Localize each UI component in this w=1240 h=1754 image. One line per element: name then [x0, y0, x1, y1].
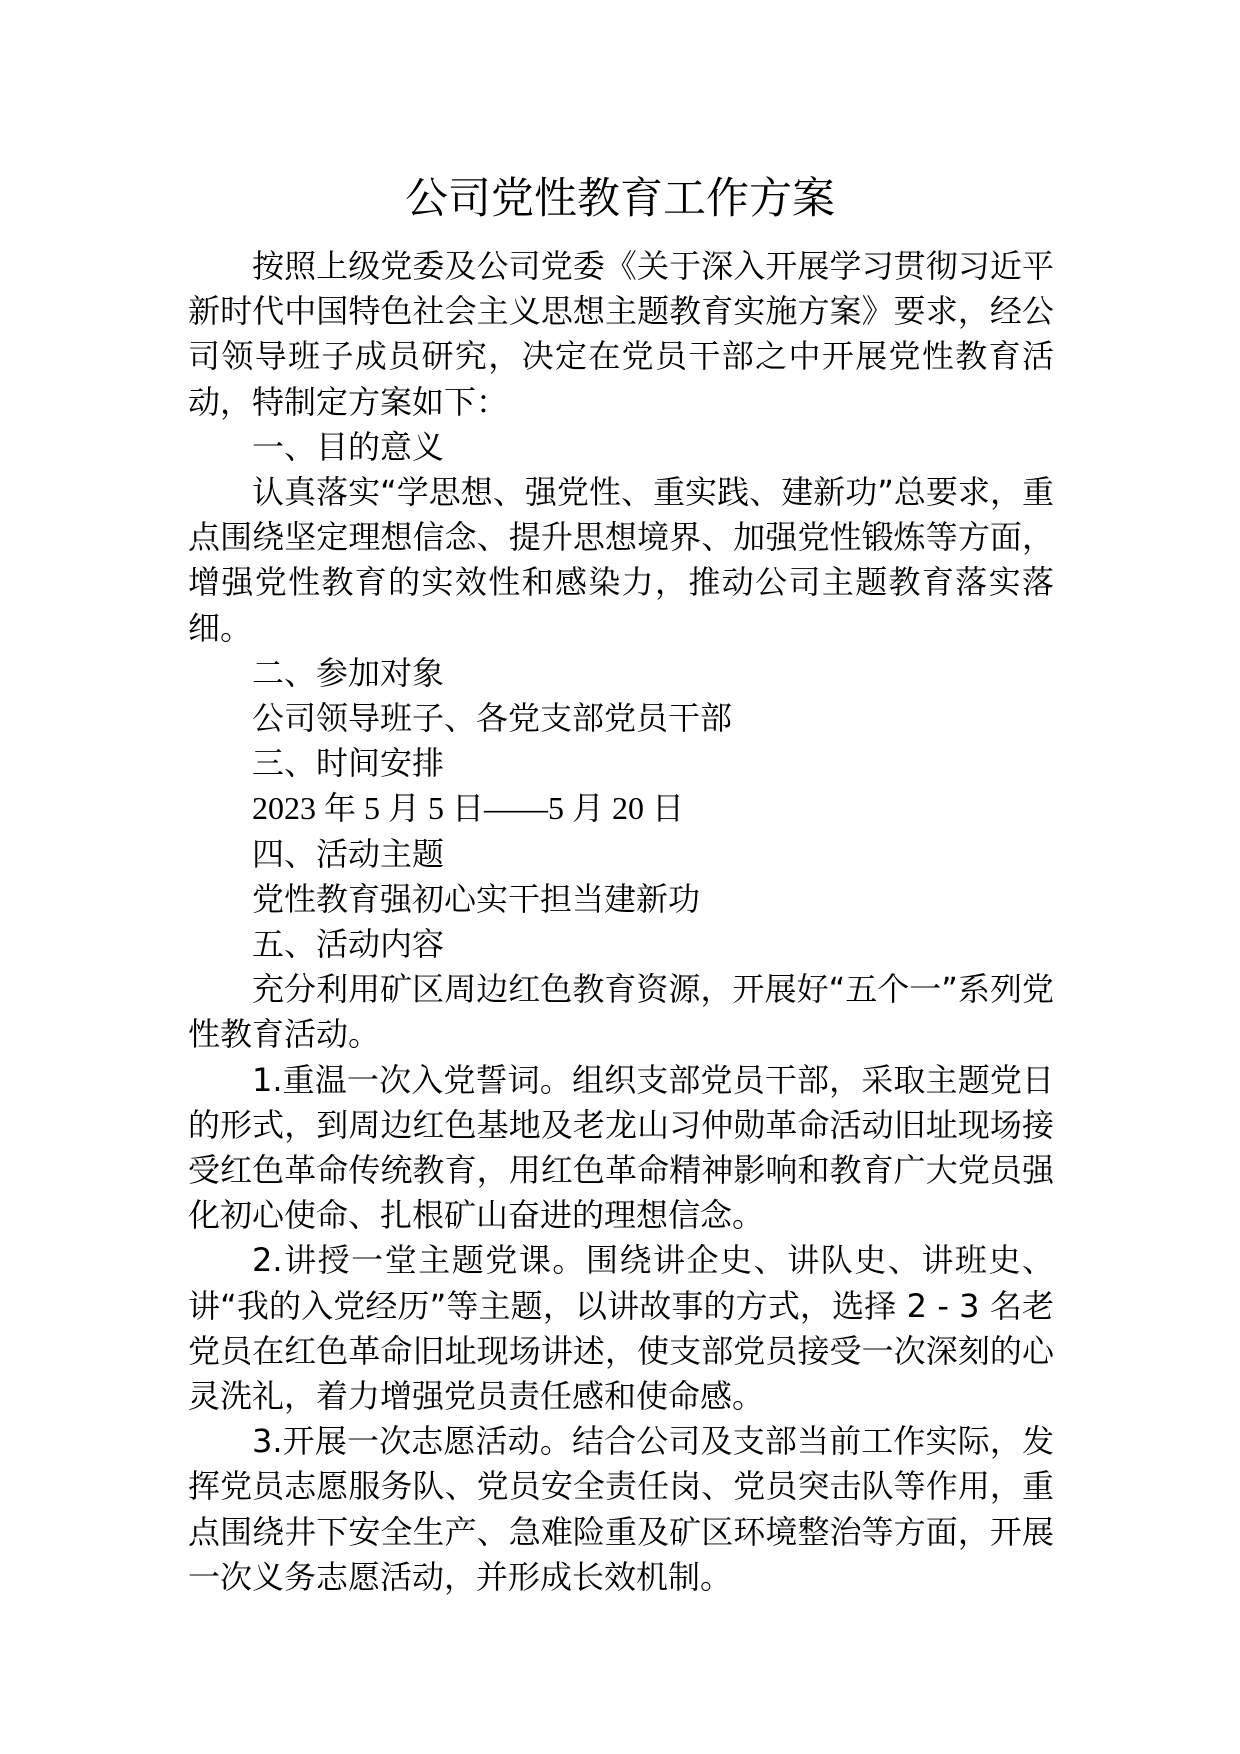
section-heading-participants: 二、参加对象: [252, 653, 445, 692]
section-heading-purpose: 一、目的意义: [252, 427, 445, 466]
purpose-paragraph: 认真落实“学思想、强党性、重实践、建新功”总要求，重点围绕坚定理想信念、提升思想境界、加强党性锻炼等方面，增强党性教育的实效性和感染力，推动公司主题教育落实落细。: [188, 473, 1054, 647]
intro-paragraph: 按照上级党委及公司党委《关于深入开展学习贯彻习近平新时代中国特色社会主义思想主题教育实施方案》要求，经公司领导班子成员研究，决定在党员干部之中开展党性教育活动，特制定方案如下：: [188, 247, 1054, 421]
section-heading-schedule: 三、时间安排: [252, 744, 445, 783]
content-item-1: 1.重温一次入党誓词。组织支部党员干部，采取主题党日的形式，到周边红色基地及老龙山习仲勋革命活动旧址现场接受红色革命传统教育，用红色革命精神影响和教育广大党员强化初心使命、扎根矿山奋进的理想信念。: [188, 1060, 1054, 1235]
content-item-3: 3.开展一次志愿活动。结合公司及支部当前工作实际，发挥党员志愿服务队、党员安全责任岗、党员突击队等作用，重点围绕井下安全生产、急难险重及矿区环境整治等方面，开展一次义务志愿活动，并形成长效机制。: [188, 1422, 1054, 1596]
theme-paragraph: 党性教育强初心实干担当建新功: [252, 879, 701, 918]
section-heading-content: 五、活动内容: [252, 925, 445, 964]
participants-paragraph: 公司领导班子、各党支部党员干部: [252, 699, 733, 738]
document-body: [188, 244, 1054, 1600]
document-title: 公司党性教育工作方案: [405, 174, 835, 224]
schedule-paragraph: 2023 年 5 月 5 日——5 月 20 日: [252, 790, 685, 827]
content-item-2: 2.讲授一堂主题党课。围绕讲企史、讲队史、讲班史、讲“我的入党经历”等主题，以讲故事的方式，选择 2 - 3 名老党员在红色革命旧址现场讲述，使支部党员接受一次深刻的心灵洗礼，着力增强党员责任感和使命感。: [188, 1241, 1054, 1416]
section-heading-theme: 四、活动主题: [252, 834, 445, 873]
content-intro-paragraph: 充分利用矿区周边红色教育资源，开展好“五个一”系列党性教育活动。: [188, 970, 1054, 1054]
